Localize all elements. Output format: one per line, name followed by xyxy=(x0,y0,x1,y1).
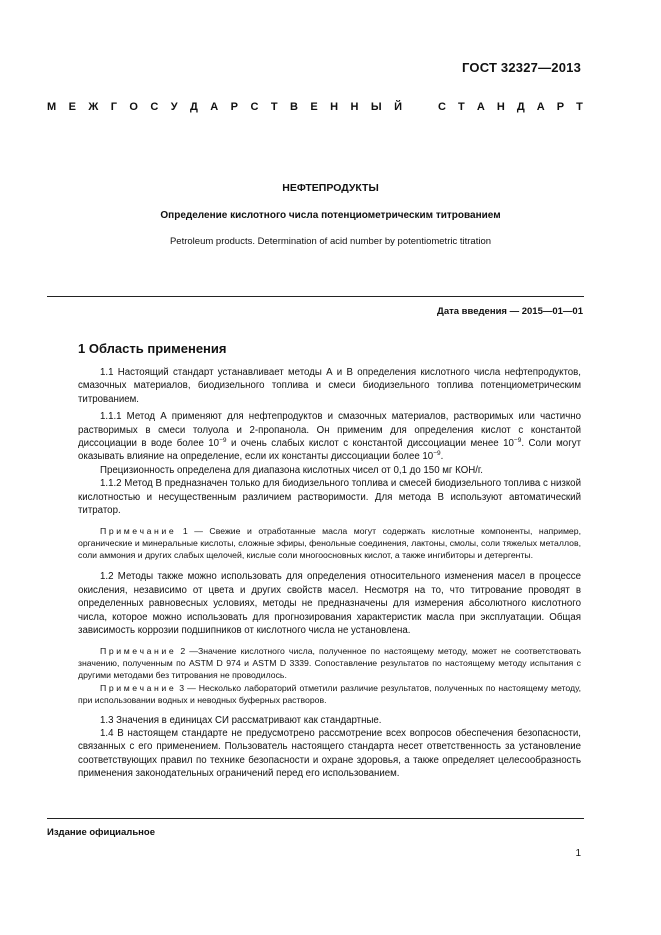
note-text: 2 —Значение кислотного числа, полученное по настоящему методу, может не соответствовать значению, полученным по ASTM D 974 и ASTM D 3339. Сопоставление результатов по настоящему методу испытания с другими методами без титрования не проводилось. xyxy=(78,645,581,680)
banner-letter: Й xyxy=(394,101,402,113)
text-run: 1.1.1 Метод А применяют для нефтепродуктов и смазочных материалов, растворимых или частично растворимых в смеси толуола и 2-пропанола. Он применим для определения кислот с константой диссоциации в воде более 10 xyxy=(78,411,581,450)
banner-letter: Ж xyxy=(88,101,99,113)
note-3 xyxy=(78,682,581,706)
banner-letter: Е xyxy=(310,101,318,113)
paragraph-1-1: 1.1 Настоящий стандарт устанавливает методы А и В определения кислотного числа нефтепродуктов, смазочных материалов, биодизельного топлива и смеси биодизельного топлива потенциометрическим титрованием. xyxy=(78,367,581,405)
exponent: −9 xyxy=(513,436,522,444)
banner-letter: У xyxy=(170,101,178,113)
banner-letter: Н xyxy=(350,101,359,113)
note-label: Примечание xyxy=(100,645,177,656)
note-label: Примечание xyxy=(100,682,177,693)
banner-letter: Р xyxy=(230,101,239,113)
paragraph-1-4: 1.4 В настоящем стандарте не предусмотрено рассмотрение всех вопросов обеспечения безопасности, связанных с его применением. Пользователь настоящего стандарта несет ответственность за установление соответствующих правил по технике безопасности и охране здоровья, а также определяет целесообразность применения законодательных ограничений перед его использованием. xyxy=(78,727,581,780)
paragraph-precision: Прецизионность определена для диапазона кислотных чисел от 0,1 до 150 мг КОН/г. xyxy=(100,464,483,476)
text-run: . xyxy=(440,451,444,463)
text-run: и очень слабых кислот с константой диссоциации менее 10 xyxy=(226,438,514,450)
banner-letter: Г xyxy=(110,101,117,113)
banner-letter: А xyxy=(210,101,219,113)
banner-letter: С xyxy=(150,101,159,113)
banner-letter: Е xyxy=(68,101,76,113)
banner-word-interstate xyxy=(47,101,402,113)
banner-letter: Н xyxy=(330,101,339,113)
banner-word-standard xyxy=(438,101,583,113)
banner-letter: Ы xyxy=(370,101,382,113)
banner-letter: Д xyxy=(190,101,198,113)
introduction-date: Дата введения — 2015—01—01 xyxy=(437,306,583,317)
document-title: НЕФТЕПРОДУКТЫ xyxy=(282,182,379,194)
banner-letter: О xyxy=(129,101,138,113)
paragraph-1-1-2: 1.1.2 Метод В предназначен только для биодизельного топлива и смесей биодизельного топлива с низкой кислотностью и несущественным различием растворимости. Для метода В используют автоматический титратор. xyxy=(78,478,581,517)
document-number: ГОСТ 32327—2013 xyxy=(462,60,581,75)
banner-letter: С xyxy=(250,101,259,113)
page-number: 1 xyxy=(575,848,581,859)
exponent: −9 xyxy=(433,450,441,458)
banner-letter: Н xyxy=(496,101,505,113)
paragraph-1-1-1 xyxy=(78,410,581,464)
banner-letter: Т xyxy=(458,101,465,113)
note-text: 1 — Свежие и отработанные масла могут содержать кислотные компоненты, например, органические и минеральные кислоты, сложные эфиры, фенольные соединения, лактоны, смолы, соли тяжелых металлов, соли аммония и других слабых щелочей, кислые соли многоосновных кислот, а также ингибиторы и детергенты. xyxy=(78,526,581,561)
edition-label: Издание официальное xyxy=(47,827,155,838)
document-subtitle: Определение кислотного числа потенциометрическим титрованием xyxy=(160,210,501,221)
banner-letter: М xyxy=(47,101,57,113)
note-2 xyxy=(78,645,581,681)
banner-letter: Р xyxy=(556,101,565,113)
banner-letter: Т xyxy=(270,101,278,113)
title-divider xyxy=(47,296,584,297)
banner-letter: Д xyxy=(516,101,525,113)
note-text: 3 — Несколько лабораторий отметили различие результатов, полученных по настоящему методу, при использовании водных и неводных буферных растворов. xyxy=(78,682,581,705)
paragraph-1-2: 1.2 Методы также можно использовать для определения относительного изменения масел в процессе окисления, независимо от цвета и других свойств масел. Несмотря на то, что титрование проводят в определенных равновесных условиях, методы не предназначены для измерения абсолютного кислотного числа, которое можно использовать для прогнозирования характеристик масла при эксплуатации. Общая зависимость коррозии подшипников от кислотного числа не установлена. xyxy=(78,571,581,637)
note-label: Примечание xyxy=(100,526,177,537)
paragraph-1-3: 1.3 Значения в единицах СИ рассматривают как стандартные. xyxy=(100,714,382,726)
english-title: Petroleum products. Determination of acid number by potentiometric titration xyxy=(169,236,492,247)
banner-letter: А xyxy=(536,101,545,113)
section-heading: 1 Область применения xyxy=(78,341,227,356)
banner-letter: Т xyxy=(576,101,583,113)
exponent: −9 xyxy=(219,436,227,444)
banner-letter: С xyxy=(438,101,446,113)
footer-divider xyxy=(47,818,584,819)
banner-letter: В xyxy=(289,101,298,113)
interstate-standard-banner xyxy=(47,101,583,113)
text-run: . Соли могут оказывать влияние на определение, если их константы диссоциации более 10 xyxy=(78,438,582,463)
document-body xyxy=(78,366,581,785)
note-1 xyxy=(78,525,581,561)
banner-letter: А xyxy=(476,101,485,113)
